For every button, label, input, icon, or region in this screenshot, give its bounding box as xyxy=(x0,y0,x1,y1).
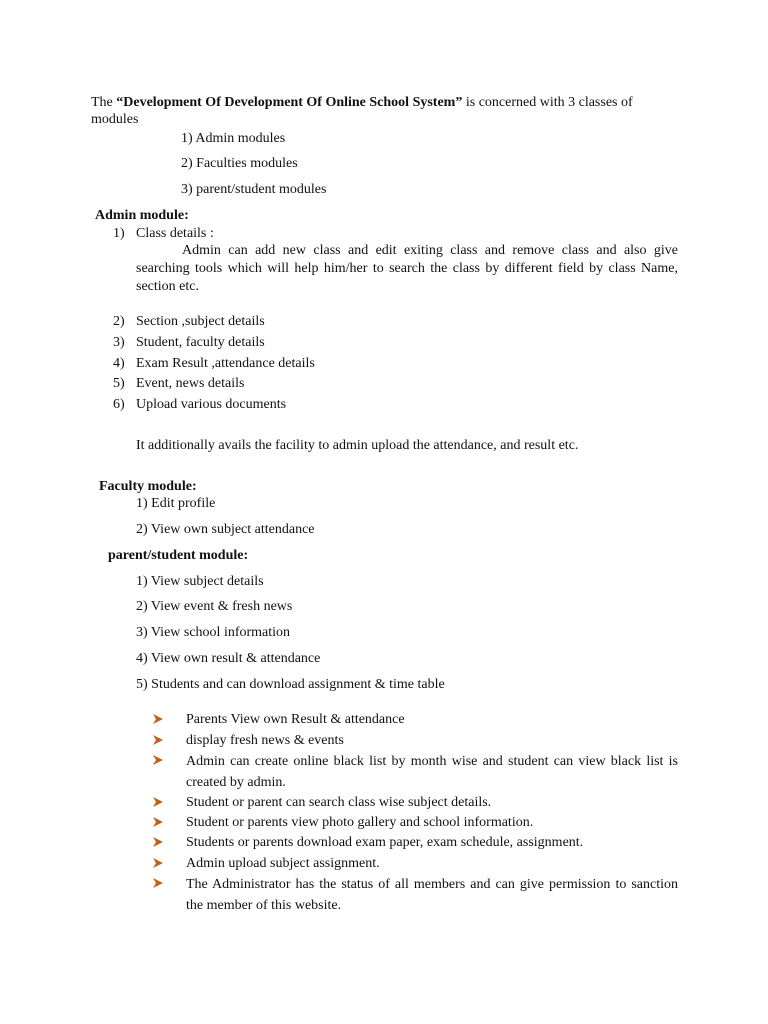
faculty-item: 2) View own subject attendance xyxy=(136,522,315,537)
module-class-1: 1) Admin modules xyxy=(181,131,286,146)
bullet-item: Admin upload subject assignment. xyxy=(186,856,380,871)
arrow-bullet-icon xyxy=(152,754,168,768)
admin-item-label: Class details : xyxy=(136,226,214,241)
admin-note: It additionally avails the facility to admin upload the attendance, and result etc. xyxy=(136,438,579,453)
admin-item-number: 6) xyxy=(113,397,125,412)
class-details-description: Admin can add new class and edit exiting class and remove class and also give searching tools which will help him/her to search the class by different field by class Name, section etc. xyxy=(136,243,678,294)
bullet-item: Students or parents download exam paper, exam schedule, assignment. xyxy=(186,835,584,850)
admin-item-number: 3) xyxy=(113,335,125,350)
arrow-bullet-icon xyxy=(152,836,168,850)
bullet-item: display fresh news & events xyxy=(186,733,344,748)
parent-item: 5) Students and can download assignment & time table xyxy=(136,677,445,692)
admin-item-label: Section ,subject details xyxy=(136,314,265,329)
bullet-item: Parents View own Result & attendance xyxy=(186,712,405,727)
arrow-bullet-icon xyxy=(152,816,168,830)
intro-suffix: is concerned with 3 classes of xyxy=(462,95,633,110)
arrow-bullet-icon xyxy=(152,877,168,891)
intro-line-2: modules xyxy=(91,112,139,127)
parent-heading: parent/student module: xyxy=(108,548,249,563)
parent-item: 1) View subject details xyxy=(136,574,264,589)
intro-line xyxy=(91,93,633,113)
module-class-2: 2) Faculties modules xyxy=(181,156,298,171)
admin-heading: Admin module: xyxy=(95,208,189,223)
parent-item: 2) View event & fresh news xyxy=(136,599,293,614)
admin-item-number: 2) xyxy=(113,314,125,329)
admin-item-label: Event, news details xyxy=(136,376,245,391)
arrow-bullet-icon xyxy=(152,857,168,871)
system-title: “Development Of Development Of Online School System” xyxy=(116,95,463,110)
arrow-bullet-icon xyxy=(152,713,168,727)
faculty-heading: Faculty module: xyxy=(99,479,197,494)
faculty-item: 1) Edit profile xyxy=(136,496,216,511)
bullet-item: Student or parent can search class wise subject details. xyxy=(186,795,492,810)
admin-item-number: 1) xyxy=(113,226,125,241)
admin-item-label: Upload various documents xyxy=(136,397,287,412)
admin-item-number: 4) xyxy=(113,356,125,371)
parent-item: 4) View own result & attendance xyxy=(136,651,321,666)
module-class-3: 3) parent/student modules xyxy=(181,182,327,197)
bullet-item: Student or parents view photo gallery and school information. xyxy=(186,815,534,830)
bullet-item: The Administrator has the status of all members and can give permission to sanction the member of this website. xyxy=(186,877,678,913)
admin-item-number: 5) xyxy=(113,376,125,391)
bullet-item: Admin can create online black list by month wise and student can view black list is created by admin. xyxy=(186,754,678,790)
arrow-bullet-icon xyxy=(152,796,168,810)
parent-item: 3) View school information xyxy=(136,625,291,640)
admin-item-label: Student, faculty details xyxy=(136,335,265,350)
arrow-bullet-icon xyxy=(152,734,168,748)
admin-item-label: Exam Result ,attendance details xyxy=(136,356,315,371)
intro-prefix: The xyxy=(91,95,117,110)
